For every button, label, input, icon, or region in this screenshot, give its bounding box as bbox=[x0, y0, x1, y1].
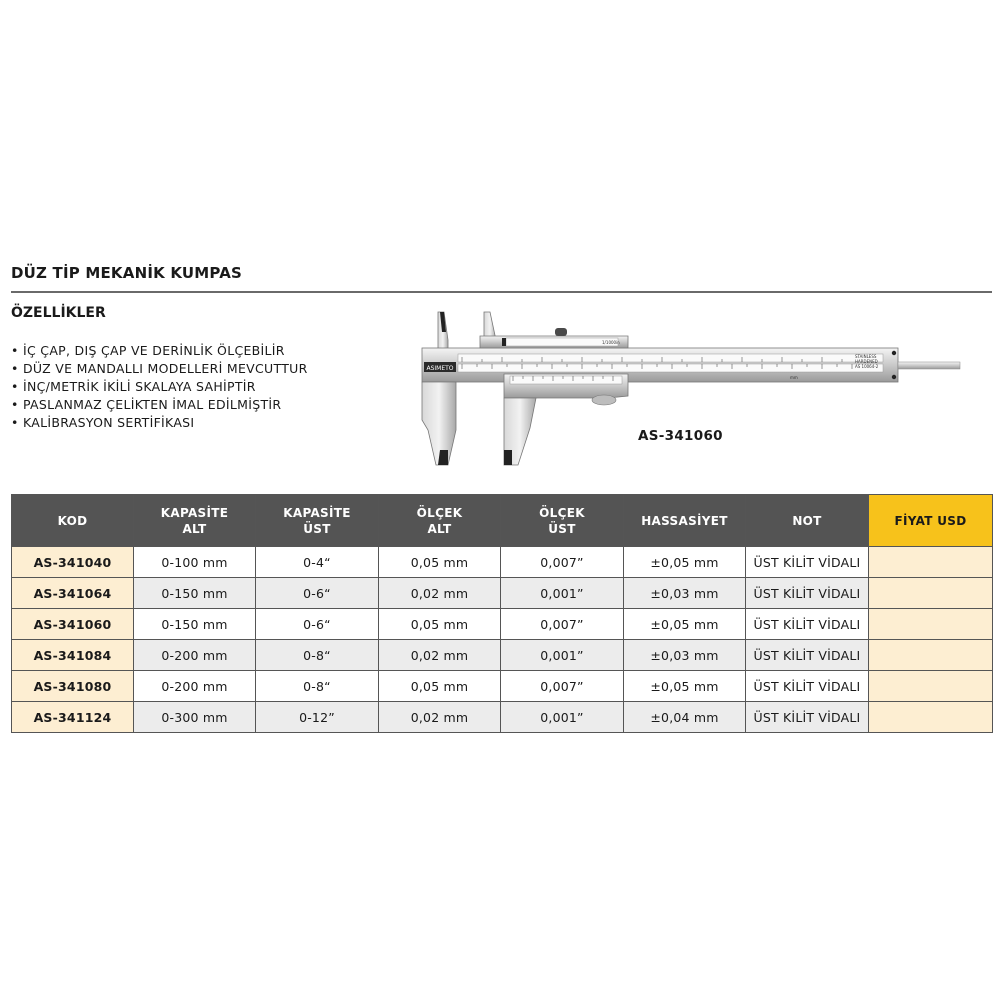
title-divider bbox=[11, 291, 992, 293]
cell-capacity-low: 0-200 mm bbox=[134, 640, 256, 671]
stamp-line-3: AS 10064-2 bbox=[855, 364, 879, 369]
cell-code: AS-341064 bbox=[12, 578, 134, 609]
cell-accuracy: ±0,05 mm bbox=[624, 547, 746, 578]
col-header-hassasiyet: HASSASİYET bbox=[624, 495, 746, 547]
cell-capacity-low: 0-300 mm bbox=[134, 702, 256, 733]
cell-scale-low: 0,05 mm bbox=[379, 609, 501, 640]
stamp-line-2: HARDENED bbox=[855, 359, 878, 364]
table-header-row bbox=[12, 495, 993, 547]
cell-capacity-low: 0-150 mm bbox=[134, 609, 256, 640]
col-header-olcek-ust: ÖLÇEK ÜST bbox=[501, 495, 624, 547]
cell-capacity-low: 0-150 mm bbox=[134, 578, 256, 609]
cell-note: ÜST KİLİT VİDALI bbox=[746, 609, 869, 640]
cell-capacity-high: 0-8“ bbox=[256, 671, 379, 702]
brand-label: ASIMETO bbox=[426, 365, 454, 372]
cell-note: ÜST KİLİT VİDALI bbox=[746, 640, 869, 671]
table-row bbox=[12, 578, 993, 609]
features-heading: ÖZELLİKLER bbox=[11, 305, 106, 321]
cell-capacity-high: 0-6“ bbox=[256, 578, 379, 609]
cell-scale-low: 0,02 mm bbox=[379, 702, 501, 733]
feature-item: • PASLANMAZ ÇELİKTEN İMAL EDİLMİŞTİR bbox=[11, 397, 282, 412]
cell-accuracy: ±0,05 mm bbox=[624, 609, 746, 640]
feature-item: • KALİBRASYON SERTİFİKASI bbox=[11, 415, 195, 430]
vernier-note: 1/1000in bbox=[602, 340, 620, 345]
cell-scale-high: 0,007” bbox=[501, 547, 624, 578]
table-row bbox=[12, 547, 993, 578]
cell-price bbox=[869, 702, 993, 733]
cell-code: AS-341084 bbox=[12, 640, 134, 671]
col-header-kapasite-ust: KAPASİTE ÜST bbox=[256, 495, 379, 547]
cell-code: AS-341124 bbox=[12, 702, 134, 733]
feature-item: • İNÇ/METRİK İKİLİ SKALAYA SAHİPTİR bbox=[11, 379, 256, 394]
caliper-illustration bbox=[418, 310, 963, 470]
cell-scale-high: 0,007” bbox=[501, 671, 624, 702]
col-header-kapasite-alt: KAPASİTE ALT bbox=[134, 495, 256, 547]
table-row bbox=[12, 640, 993, 671]
cell-scale-low: 0,05 mm bbox=[379, 671, 501, 702]
cell-scale-low: 0,02 mm bbox=[379, 578, 501, 609]
features-list bbox=[11, 342, 308, 432]
cell-capacity-high: 0-4“ bbox=[256, 547, 379, 578]
cell-price bbox=[869, 578, 993, 609]
cell-scale-high: 0,001” bbox=[501, 578, 624, 609]
col-header-kod: KOD bbox=[12, 495, 134, 547]
cell-accuracy: ±0,03 mm bbox=[624, 578, 746, 609]
col-header-fiyat-usd: FİYAT USD bbox=[869, 495, 993, 547]
table-row bbox=[12, 702, 993, 733]
table-row bbox=[12, 609, 993, 640]
cell-capacity-low: 0-200 mm bbox=[134, 671, 256, 702]
cell-price bbox=[869, 640, 993, 671]
cell-note: ÜST KİLİT VİDALI bbox=[746, 671, 869, 702]
table-row bbox=[12, 671, 993, 702]
cell-note: ÜST KİLİT VİDALI bbox=[746, 702, 869, 733]
cell-scale-high: 0,007” bbox=[501, 609, 624, 640]
cell-note: ÜST KİLİT VİDALI bbox=[746, 578, 869, 609]
cell-accuracy: ±0,05 mm bbox=[624, 671, 746, 702]
cell-accuracy: ±0,04 mm bbox=[624, 702, 746, 733]
cell-code: AS-341040 bbox=[12, 547, 134, 578]
page-title: DÜZ TİP MEKANİK KUMPAS bbox=[11, 264, 243, 282]
cell-capacity-high: 0-8“ bbox=[256, 640, 379, 671]
cell-scale-low: 0,05 mm bbox=[379, 547, 501, 578]
cell-price bbox=[869, 671, 993, 702]
cell-scale-high: 0,001” bbox=[501, 702, 624, 733]
cell-scale-high: 0,001” bbox=[501, 640, 624, 671]
cell-note: ÜST KİLİT VİDALI bbox=[746, 547, 869, 578]
cell-accuracy: ±0,03 mm bbox=[624, 640, 746, 671]
stamp-line-1: STAINLESS bbox=[855, 354, 877, 359]
cell-price bbox=[869, 609, 993, 640]
cell-code: AS-341060 bbox=[12, 609, 134, 640]
cell-capacity-low: 0-100 mm bbox=[134, 547, 256, 578]
feature-item: • DÜZ VE MANDALLI MODELLERİ MEVCUTTUR bbox=[11, 361, 308, 376]
feature-item: • İÇ ÇAP, DIŞ ÇAP VE DERİNLİK ÖLÇEBİLİR bbox=[11, 343, 285, 358]
cell-scale-low: 0,02 mm bbox=[379, 640, 501, 671]
product-model-code: AS-341060 bbox=[638, 428, 723, 444]
cell-code: AS-341080 bbox=[12, 671, 134, 702]
cell-capacity-high: 0-6“ bbox=[256, 609, 379, 640]
col-header-olcek-alt: ÖLÇEK ALT bbox=[379, 495, 501, 547]
spec-table bbox=[11, 494, 993, 733]
col-header-not: NOT bbox=[746, 495, 869, 547]
scale-unit: mm bbox=[790, 375, 798, 380]
cell-price bbox=[869, 547, 993, 578]
cell-capacity-high: 0-12” bbox=[256, 702, 379, 733]
